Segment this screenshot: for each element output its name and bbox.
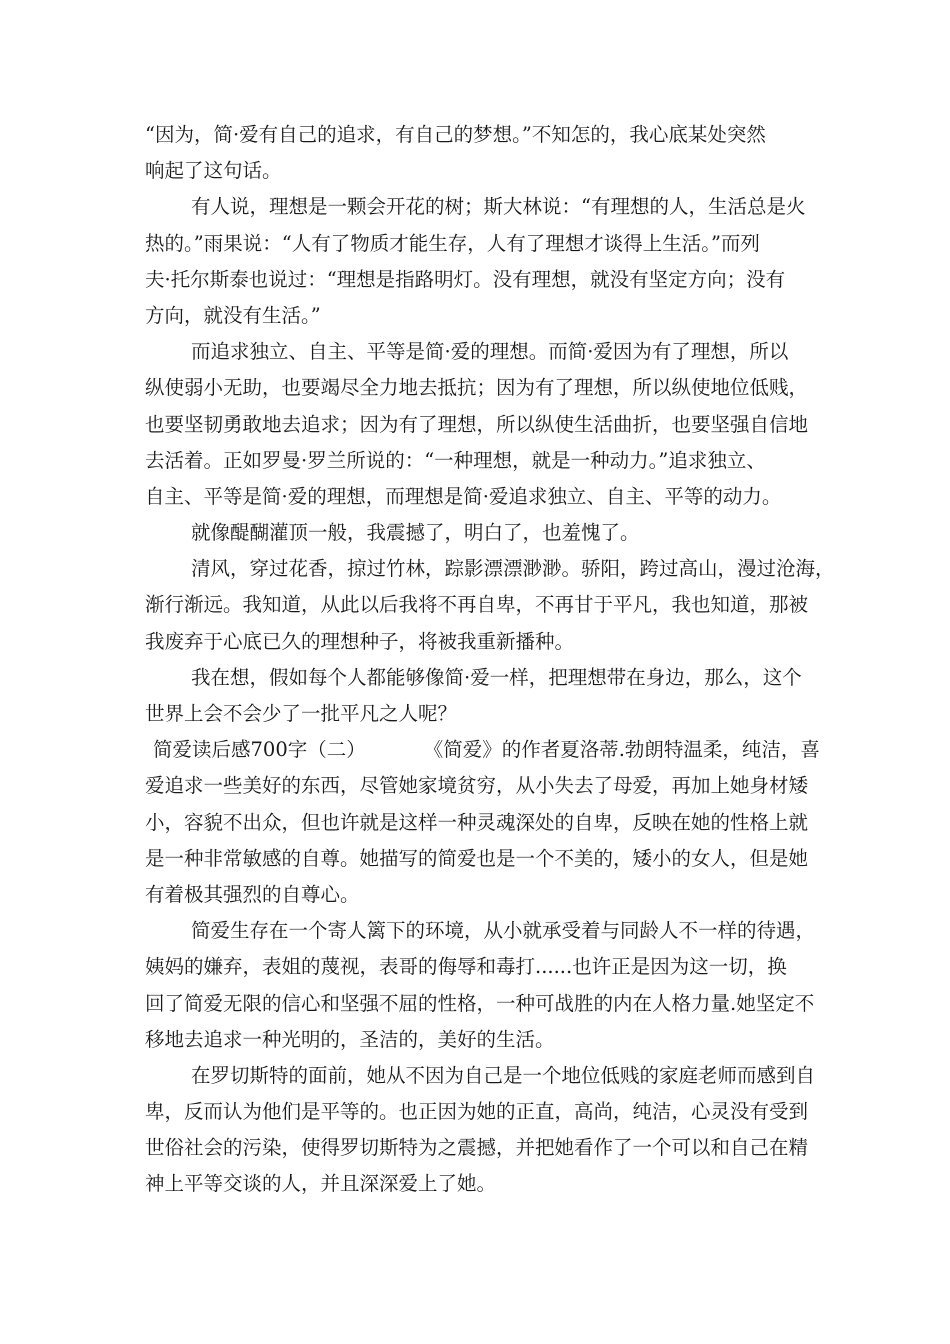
paragraph-start-line: 简爱生存在一个寄人篱下的环境，从小就承受着与同龄人不一样的待遇， xyxy=(191,919,816,943)
section-heading-line xyxy=(145,732,825,768)
document-body xyxy=(145,117,835,1203)
text-line: 姨妈的嫌弃，表姐的蔑视，表哥的侮辱和毒打......也许正是因为这一切，换 xyxy=(145,955,787,979)
text-line: 神上平等交谈的人，并且深深爱上了她。 xyxy=(145,1172,497,1196)
text-line: “因为，简·爱有自己的追求，有自己的梦想。”不知怎的，我心底某处突然 xyxy=(145,123,766,146)
text-line: 小，容貌不出众，但也许就是这样一种灵魂深处的自卑，反映在她的性格上就 xyxy=(145,810,809,834)
paragraph-start-line: 我在想，假如每个人都能够像简·爱一样，把理想带在身边，那么，这个 xyxy=(191,665,802,689)
section-heading: 简爱读后感700字（二） xyxy=(153,738,366,762)
text-line: 世俗社会的污染，使得罗切斯特为之震撼，并把她看作了一个可以和自己在精 xyxy=(145,1136,809,1160)
text-line: 也要坚韧勇敢地去追求；因为有了理想，所以纵使生活曲折，也要坚强自信地 xyxy=(145,412,809,436)
text-line: 爱追求一些美好的东西，尽管她家境贫穷，从小失去了母爱，再加上她身材矮 xyxy=(145,774,809,798)
text-line: 移地去追求一种光明的，圣洁的，美好的生活。 xyxy=(145,1027,555,1051)
paragraph-start-line: 清风，穿过花香，掠过竹林，踪影漂漂渺渺。骄阳，跨过高山，漫过沧海， xyxy=(191,557,835,581)
paragraph-start-line: 而追求独立、自主、平等是简·爱的理想。而简·爱因为有了理想，所以 xyxy=(191,340,789,364)
section-first-line: 《简爱》的作者夏洛蒂.勃朗特温柔，纯洁，喜 xyxy=(423,738,820,762)
text-line: 纵使弱小无助，也要竭尽全力地去抵抗；因为有了理想，所以纵使地位低贱， xyxy=(145,376,809,400)
text-line: 渐行渐远。我知道，从此以后我将不再自卑，不再甘于平凡，我也知道，那被 xyxy=(145,593,809,617)
text-line: 热的。”雨果说：“人有了物质才能生存，人有了理想才谈得上生活。”而列 xyxy=(145,231,760,255)
text-line: 响起了这句话。 xyxy=(145,159,282,183)
text-line: 卑，反而认为他们是平等的。也正因为她的正直，高尚，纯洁，心灵没有受到 xyxy=(145,1100,809,1124)
text-line: 我废弃于心底已久的理想种子，将被我重新播种。 xyxy=(145,629,575,653)
text-line: 是一种非常敏感的自尊。她描写的简爱也是一个不美的，矮小的女人，但是她 xyxy=(145,846,809,870)
paragraph-start-line: 有人说，理想是一颗会开花的树；斯大林说：“有理想的人，生活总是火 xyxy=(191,195,806,219)
text-line: 回了简爱无限的信心和坚强不屈的性格，一种可战胜的内在人格力量.她坚定不 xyxy=(145,991,815,1015)
text-line: 世界上会不会少了一批平凡之人呢？ xyxy=(145,702,458,725)
text-line: 去活着。正如罗曼·罗兰所说的：“一种理想，就是一种动力。”追求独立、 xyxy=(145,448,766,472)
paragraph-start-line: 就像醍醐灌顶一般，我震撼了，明白了，也羞愧了。 xyxy=(191,521,640,545)
text-line: 方向，就没有生活。” xyxy=(145,303,321,327)
paragraph-start-line: 在罗切斯特的面前，她从不因为自己是一个地位低贱的家庭老师而感到自 xyxy=(191,1063,816,1087)
text-line: 有着极其强烈的自尊心。 xyxy=(145,882,360,906)
text-line: 自主、平等是简·爱的理想，而理想是简·爱追求独立、自主、平等的动力。 xyxy=(145,484,782,508)
text-line: 夫·托尔斯泰也说过：“理想是指路明灯。没有理想，就没有坚定方向；没有 xyxy=(145,267,786,291)
